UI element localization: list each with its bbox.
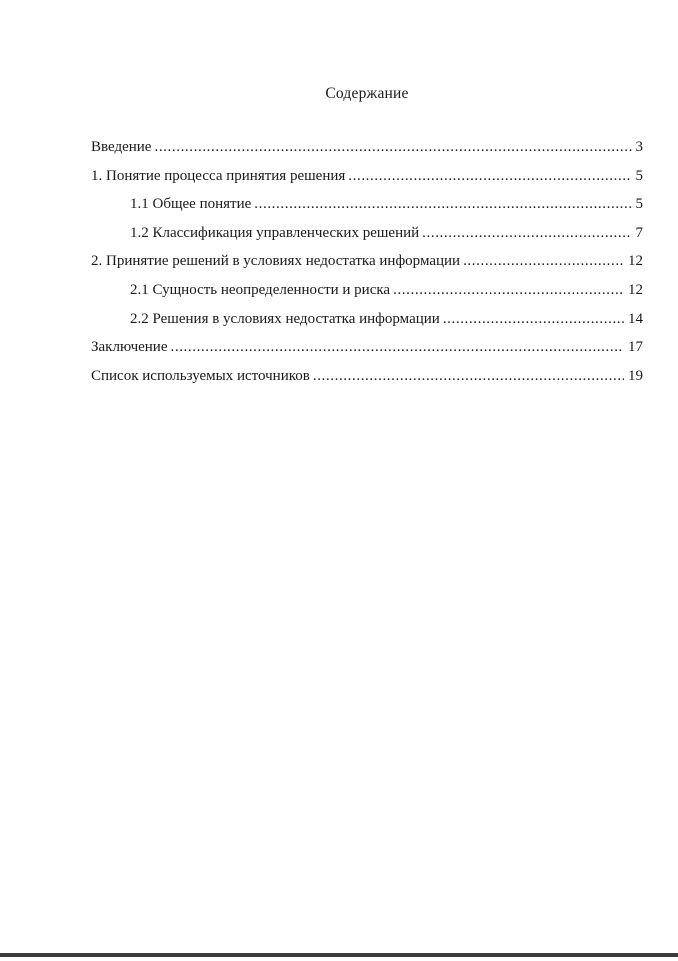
toc-entry-page-number: 14: [628, 310, 643, 327]
toc-dot-leader: [393, 276, 624, 305]
toc-entry[interactable]: [91, 305, 643, 334]
toc-entry-page-number: 7: [635, 224, 643, 241]
toc-entry-label: Введение: [91, 139, 152, 155]
toc-dot-leader: [422, 219, 631, 248]
toc-dot-leader: [463, 247, 624, 276]
toc-entry[interactable]: [91, 333, 643, 362]
toc-section: [91, 84, 643, 390]
toc-entry[interactable]: [91, 162, 643, 191]
toc-entry-label: 1.2 Классификация управленческих решений: [130, 224, 420, 241]
toc-entry-label: 2. Принятие решений в условиях недостатка информации: [91, 253, 461, 270]
toc-entry[interactable]: [91, 133, 643, 162]
toc-entry-label: 2.2 Решения в условиях недостатка информации: [130, 310, 440, 327]
toc-entry-label: 1.1 Общее понятие: [130, 196, 252, 213]
toc-entry-page-number: 12: [628, 281, 643, 298]
toc-entry-page-number: 17: [628, 339, 643, 356]
toc-entry-label: 2.1 Сущность неопределенности и риска: [130, 281, 391, 298]
toc-title: Содержание: [325, 85, 409, 102]
toc-entry-label: Заключение: [91, 339, 168, 356]
toc-dot-leader: [313, 362, 624, 391]
toc-dot-leader: [443, 305, 624, 334]
toc-entry[interactable]: [91, 276, 643, 305]
toc-entry[interactable]: [91, 190, 643, 219]
toc-entry-page-number: 5: [635, 167, 643, 184]
toc-entry-label: 1. Понятие процесса принятия решения: [91, 167, 346, 184]
toc-dot-leader: [171, 333, 625, 362]
toc-entry-page-number: 19: [628, 367, 643, 384]
toc-dot-leader: [348, 162, 631, 191]
toc-entry[interactable]: [91, 362, 643, 391]
page-separator: [0, 953, 678, 957]
toc-dot-leader: [254, 190, 631, 219]
toc-entry-page-number: 12: [628, 253, 643, 270]
toc-entry[interactable]: [91, 219, 643, 248]
toc-entry-page-number: 5: [635, 196, 643, 213]
toc-list: [91, 133, 643, 390]
toc-dot-leader: [154, 133, 631, 162]
toc-entry-label: Список используемых источников: [91, 367, 310, 384]
toc-entry-page-number: 3: [635, 139, 643, 155]
toc-entry[interactable]: [91, 247, 643, 276]
